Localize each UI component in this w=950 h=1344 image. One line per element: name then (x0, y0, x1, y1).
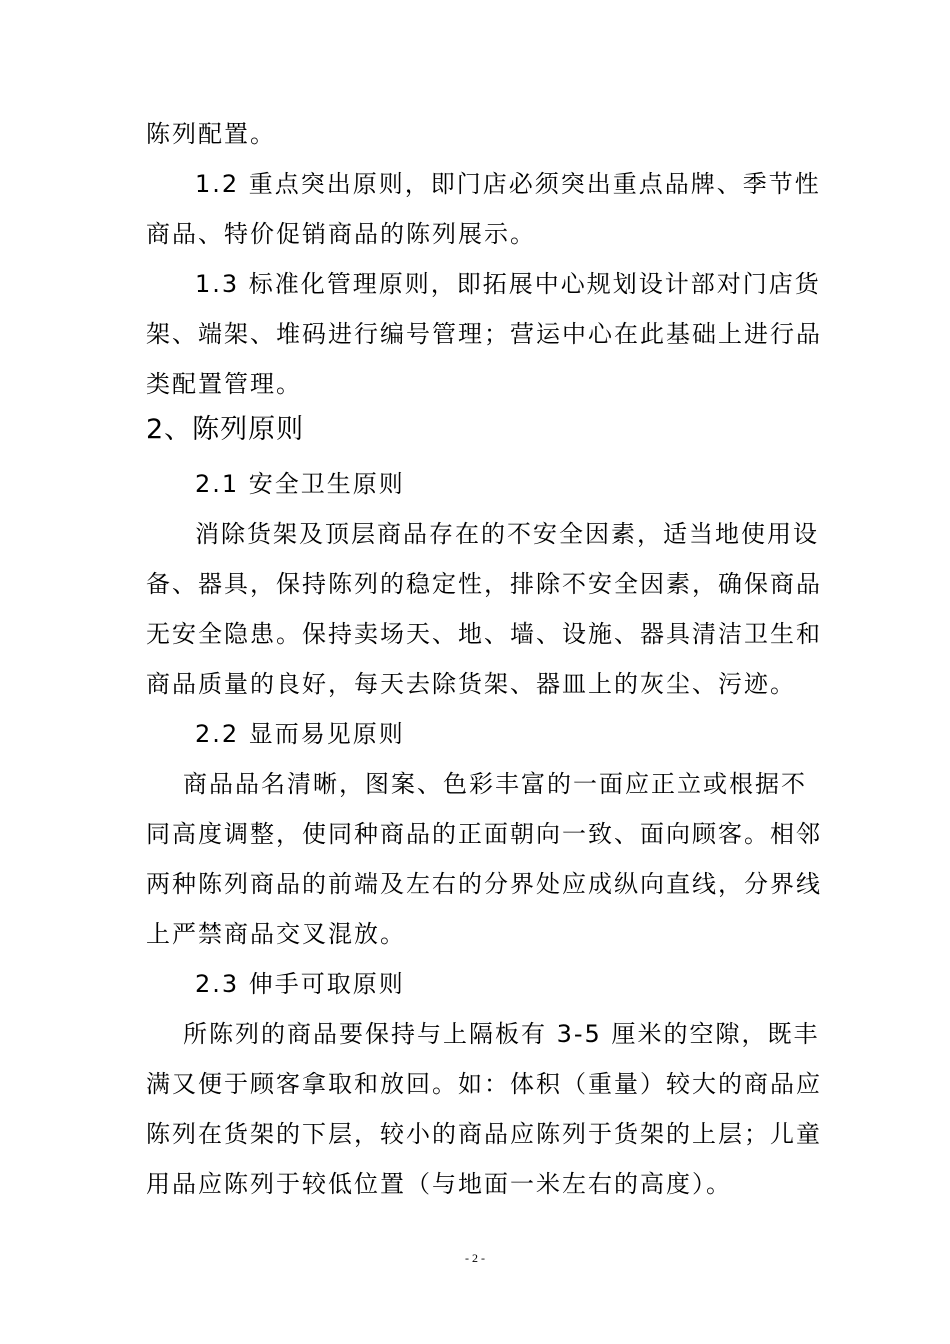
paragraph-line: 无安全隐患。保持卖场天、地、墙、设施、器具清洁卫生和 (146, 620, 822, 648)
paragraph-line: 陈列配置。 (146, 120, 276, 148)
subsection-heading: 2.1 安全卫生原则 (195, 470, 405, 498)
paragraph-line: 同高度调整，使同种商品的正面朝向一致、面向顾客。相邻 (146, 820, 822, 848)
section-heading: 2、陈列原则 (146, 414, 305, 445)
paragraph-line: 上严禁商品交叉混放。 (146, 920, 406, 948)
paragraph-line: 架、端架、堆码进行编号管理；营运中心在此基础上进行品 (146, 320, 822, 348)
paragraph-line: 1.3 标准化管理原则，即拓展中心规划设计部对门店货 (195, 270, 821, 298)
paragraph-line: 类配置管理。 (146, 370, 302, 398)
paragraph-line: 商品品名清晰，图案、色彩丰富的一面应正立或根据不 (183, 770, 807, 798)
paragraph-line: 备、器具，保持陈列的稳定性，排除不安全因素，确保商品 (146, 570, 822, 598)
paragraph-line: 满又便于顾客拿取和放回。如：体积（重量）较大的商品应 (146, 1070, 822, 1098)
paragraph-line: 用品应陈列于较低位置（与地面一米左右的高度）。 (146, 1170, 732, 1198)
paragraph-line: 所陈列的商品要保持与上隔板有 3-5 厘米的空隙，既丰 (183, 1020, 820, 1048)
paragraph-line: 商品、特价促销商品的陈列展示。 (146, 220, 536, 248)
subsection-heading: 2.3 伸手可取原则 (195, 970, 405, 998)
paragraph-line: 商品质量的良好，每天去除货架、器皿上的灰尘、污迹。 (146, 670, 796, 698)
paragraph-line: 两种陈列商品的前端及左右的分界处应成纵向直线，分界线 (146, 870, 822, 898)
subsection-heading: 2.2 显而易见原则 (195, 720, 405, 748)
paragraph-line: 1.2 重点突出原则，即门店必须突出重点品牌、季节性 (195, 170, 821, 198)
page-number: - 2 - (465, 1251, 485, 1265)
paragraph-line: 消除货架及顶层商品存在的不安全因素，适当地使用设 (195, 520, 819, 548)
paragraph-line: 陈列在货架的下层，较小的商品应陈列于货架的上层；儿童 (146, 1120, 822, 1148)
